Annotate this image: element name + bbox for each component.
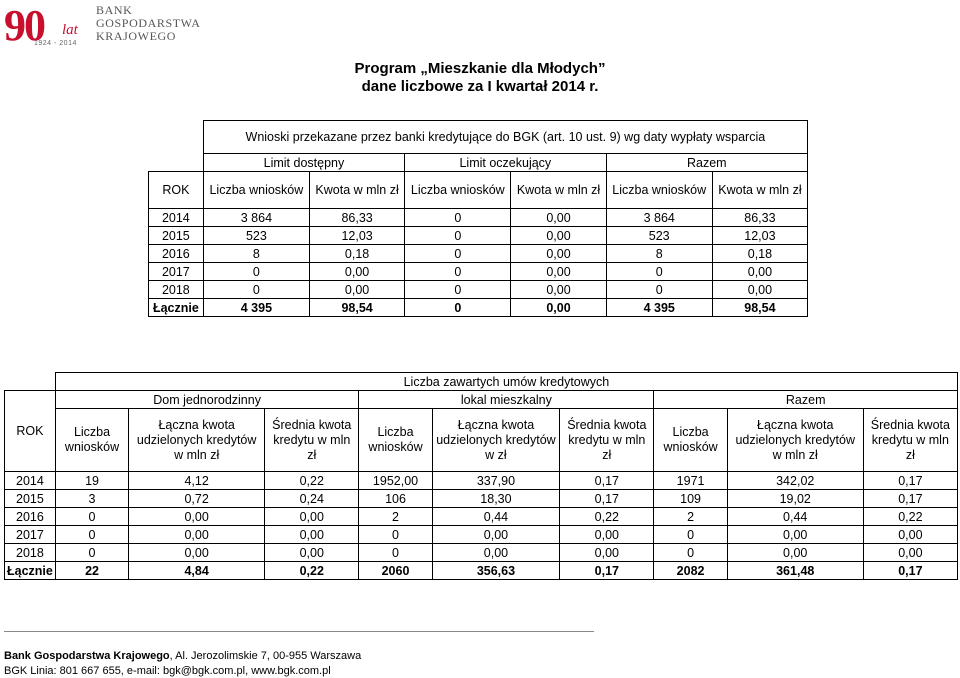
- row-value-cell: 0,00: [129, 544, 265, 562]
- table1-col-header: Kwota w mln zł: [310, 172, 405, 209]
- bgk-90-lat-logo: [4, 1, 204, 50]
- table-row: [149, 263, 808, 281]
- table2-col-header: Liczba wniosków: [359, 409, 432, 472]
- row-value-cell: 2: [359, 508, 432, 526]
- row-year-cell: Łącznie: [5, 562, 56, 580]
- row-value-cell: 4 395: [606, 299, 712, 317]
- row-value-cell: 3: [55, 490, 128, 508]
- table2-main-header: Liczba zawartych umów kredytowych: [55, 373, 957, 391]
- row-value-cell: 0,00: [310, 263, 405, 281]
- row-value-cell: 4 395: [203, 299, 309, 317]
- page-subtitle: dane liczbowe za I kwartał 2014 r.: [361, 78, 599, 95]
- row-value-cell: 0,00: [511, 299, 606, 317]
- table2-group-header: lokal mieszkalny: [359, 391, 654, 409]
- row-value-cell: 0,00: [727, 544, 863, 562]
- loan-agreements-table: [4, 372, 958, 580]
- row-value-cell: 1952,00: [359, 472, 432, 490]
- row-value-cell: 2082: [654, 562, 727, 580]
- row-year-cell: 2015: [149, 227, 204, 245]
- table1-col-header: Liczba wniosków: [203, 172, 309, 209]
- row-value-cell: 19: [55, 472, 128, 490]
- table2-col-header: Liczba wniosków: [55, 409, 128, 472]
- row-value-cell: 523: [203, 227, 309, 245]
- table-row: [149, 209, 808, 227]
- row-value-cell: 12,03: [310, 227, 405, 245]
- row-value-cell: 0,00: [712, 263, 807, 281]
- table-row: [5, 472, 958, 490]
- row-value-cell: 0: [405, 263, 511, 281]
- row-value-cell: 337,90: [432, 472, 560, 490]
- row-value-cell: 0,00: [265, 508, 359, 526]
- table2-col-header: Średnia kwota kredytu w mln zł: [265, 409, 359, 472]
- row-value-cell: 0,17: [560, 562, 654, 580]
- row-value-cell: 0,24: [265, 490, 359, 508]
- row-year-cell: 2016: [5, 508, 56, 526]
- row-value-cell: 0,00: [712, 281, 807, 299]
- table1-col-header: Liczba wniosków: [405, 172, 511, 209]
- row-value-cell: 22: [55, 562, 128, 580]
- row-value-cell: 0,00: [511, 209, 606, 227]
- row-value-cell: 86,33: [712, 209, 807, 227]
- row-value-cell: 356,63: [432, 562, 560, 580]
- row-value-cell: 342,02: [727, 472, 863, 490]
- row-value-cell: 0,00: [727, 526, 863, 544]
- total-row: [5, 562, 958, 580]
- logo-lat: lat: [62, 22, 78, 38]
- row-value-cell: 0,00: [432, 526, 560, 544]
- footer-contact: BGK Linia: 801 667 655, e-mail: bgk@bgk.com.pl, www.bgk.com.pl: [4, 665, 331, 677]
- row-value-cell: 0: [203, 281, 309, 299]
- table2-rok-header: ROK: [5, 391, 56, 472]
- table2-col-header: Łączna kwota udzielonych kredytów w zł: [432, 409, 560, 472]
- row-value-cell: 0: [359, 526, 432, 544]
- row-year-cell: 2015: [5, 490, 56, 508]
- footer-bank-name: Bank Gospodarstwa Krajowego: [4, 650, 170, 662]
- row-value-cell: 0,17: [560, 472, 654, 490]
- row-value-cell: 0,00: [511, 245, 606, 263]
- row-value-cell: 3 864: [203, 209, 309, 227]
- logo-bank-name: BANK GOSPODARSTWA KRAJOWEGO: [96, 3, 201, 43]
- row-value-cell: 106: [359, 490, 432, 508]
- row-value-cell: 0: [606, 263, 712, 281]
- row-value-cell: 0: [359, 544, 432, 562]
- row-value-cell: 0: [405, 245, 511, 263]
- row-value-cell: 0,00: [863, 526, 957, 544]
- row-value-cell: 8: [203, 245, 309, 263]
- row-value-cell: 0,00: [560, 544, 654, 562]
- row-value-cell: 0,00: [511, 263, 606, 281]
- row-year-cell: 2018: [5, 544, 56, 562]
- row-year-cell: 2017: [149, 263, 204, 281]
- table-row: [149, 281, 808, 299]
- table-row: [5, 508, 958, 526]
- row-value-cell: 0,17: [863, 490, 957, 508]
- row-value-cell: 523: [606, 227, 712, 245]
- table1-col-header: Liczba wniosków: [606, 172, 712, 209]
- row-value-cell: 0: [55, 508, 128, 526]
- row-value-cell: 0,22: [265, 472, 359, 490]
- row-value-cell: 0,00: [129, 508, 265, 526]
- row-value-cell: 0,22: [560, 508, 654, 526]
- row-value-cell: 0,17: [560, 490, 654, 508]
- table1-col-header: Kwota w mln zł: [712, 172, 807, 209]
- row-year-cell: Łącznie: [149, 299, 204, 317]
- row-value-cell: 1971: [654, 472, 727, 490]
- row-value-cell: 0,44: [432, 508, 560, 526]
- applications-table: [148, 120, 808, 317]
- row-value-cell: 0: [654, 544, 727, 562]
- row-value-cell: 0,22: [863, 508, 957, 526]
- footer-divider: [4, 631, 594, 632]
- row-value-cell: 2060: [359, 562, 432, 580]
- row-value-cell: 0: [55, 526, 128, 544]
- row-year-cell: 2014: [149, 209, 204, 227]
- row-value-cell: 12,03: [712, 227, 807, 245]
- footer-address: [4, 650, 361, 662]
- row-value-cell: 0: [405, 281, 511, 299]
- row-value-cell: 0,00: [129, 526, 265, 544]
- row-value-cell: 0,44: [727, 508, 863, 526]
- row-value-cell: 0,00: [560, 526, 654, 544]
- row-value-cell: 0: [606, 281, 712, 299]
- logo-number: 90: [4, 1, 44, 50]
- row-value-cell: 0,72: [129, 490, 265, 508]
- row-value-cell: 8: [606, 245, 712, 263]
- row-value-cell: 0,22: [265, 562, 359, 580]
- table2-group-header: Dom jednorodzinny: [55, 391, 359, 409]
- table1-rok-header: ROK: [149, 172, 204, 209]
- row-year-cell: 2018: [149, 281, 204, 299]
- row-year-cell: 2016: [149, 245, 204, 263]
- row-value-cell: 0,00: [432, 544, 560, 562]
- table2-col-header: Łączna kwota udzielonych kredytów w mln zł: [129, 409, 265, 472]
- table2-col-header: Liczba wniosków: [654, 409, 727, 472]
- row-value-cell: 0,00: [265, 544, 359, 562]
- row-value-cell: 0,00: [511, 281, 606, 299]
- row-value-cell: 98,54: [712, 299, 807, 317]
- table2-col-header: Łączna kwota udzielonych kredytów w mln zł: [727, 409, 863, 472]
- table-row: [5, 490, 958, 508]
- row-value-cell: 0: [405, 209, 511, 227]
- row-value-cell: 19,02: [727, 490, 863, 508]
- table1-main-header: Wnioski przekazane przez banki kredytujące do BGK (art. 10 ust. 9) wg daty wypłaty wsparcia: [203, 121, 807, 154]
- row-value-cell: 4,84: [129, 562, 265, 580]
- row-value-cell: 2: [654, 508, 727, 526]
- row-value-cell: 0,18: [310, 245, 405, 263]
- row-value-cell: 0: [654, 526, 727, 544]
- row-value-cell: 361,48: [727, 562, 863, 580]
- footer-address-text: , Al. Jerozolimskie 7, 00-955 Warszawa: [169, 650, 362, 662]
- row-value-cell: 0,00: [310, 281, 405, 299]
- table-row: [5, 544, 958, 562]
- page-title: Program „Mieszkanie dla Młodych”: [354, 60, 606, 77]
- row-value-cell: 0: [203, 263, 309, 281]
- row-value-cell: 4,12: [129, 472, 265, 490]
- row-value-cell: 109: [654, 490, 727, 508]
- table-row: [149, 245, 808, 263]
- row-value-cell: 0,00: [265, 526, 359, 544]
- row-value-cell: 0: [405, 227, 511, 245]
- row-value-cell: 0,00: [511, 227, 606, 245]
- row-value-cell: 3 864: [606, 209, 712, 227]
- row-value-cell: 0: [405, 299, 511, 317]
- row-value-cell: 18,30: [432, 490, 560, 508]
- row-value-cell: 0,18: [712, 245, 807, 263]
- table-row: [5, 526, 958, 544]
- table-row: [149, 227, 808, 245]
- row-value-cell: 0,17: [863, 472, 957, 490]
- row-value-cell: 0,00: [863, 544, 957, 562]
- table1-group-header: Limit oczekujący: [405, 154, 606, 172]
- row-year-cell: 2014: [5, 472, 56, 490]
- table1-col-header: Kwota w mln zł: [511, 172, 606, 209]
- total-row: [149, 299, 808, 317]
- table2-col-header: Średnia kwota kredytu w mln zł: [863, 409, 957, 472]
- table2-col-header: Średnia kwota kredytu w mln zł: [560, 409, 654, 472]
- table1-group-header: Razem: [606, 154, 807, 172]
- row-year-cell: 2017: [5, 526, 56, 544]
- row-value-cell: 98,54: [310, 299, 405, 317]
- row-value-cell: 0: [55, 544, 128, 562]
- table1-group-header: Limit dostępny: [203, 154, 404, 172]
- logo-years: 1924 - 2014: [34, 40, 77, 47]
- row-value-cell: 0,17: [863, 562, 957, 580]
- row-value-cell: 86,33: [310, 209, 405, 227]
- table2-group-header: Razem: [654, 391, 958, 409]
